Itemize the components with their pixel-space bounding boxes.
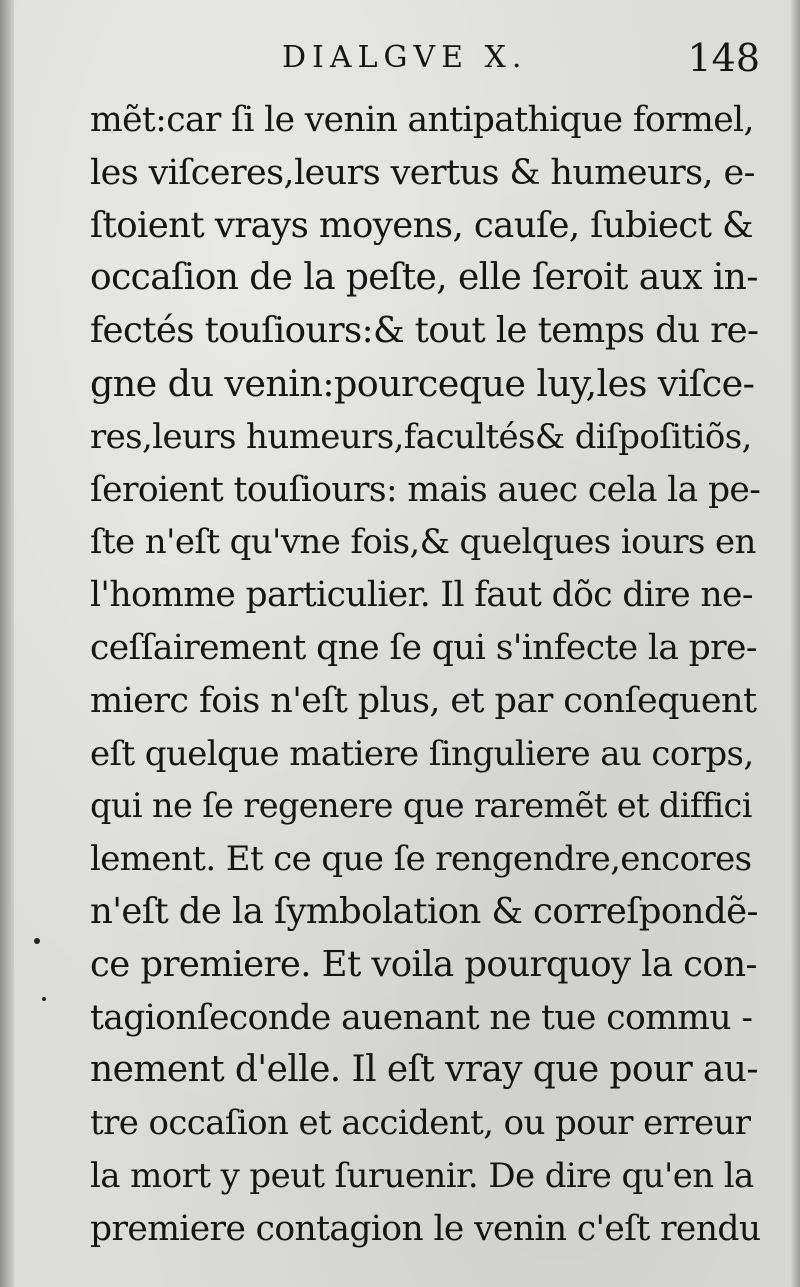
text-line: eſt quelque matiere ſinguliere au corps, bbox=[90, 733, 754, 774]
text-line: res,leurs humeurs,facultés& diſpoſitiõs, bbox=[90, 416, 752, 457]
text-line: premiere contagion le venin c'eſt rendu bbox=[90, 1208, 760, 1249]
text-line: qui ne ſe regenere que raremẽt et diffici bbox=[90, 786, 752, 826]
page-edge-shadow bbox=[790, 0, 800, 1287]
margin-mark bbox=[34, 938, 40, 944]
text-line: n'eſt de la ſymbolation & correſpondẽ- bbox=[90, 890, 758, 932]
text-line: gne du venin:pourceque luy,les viſce- bbox=[90, 361, 755, 405]
body-text bbox=[90, 94, 760, 1256]
text-line: ceſſairement qne ſe qui s'infecte la pre- bbox=[90, 627, 757, 668]
text-line: la mort y peut ſuruenir. De dire qu'en la bbox=[90, 1155, 754, 1196]
text-line: lement. Et ce que ſe rengendre,encores bbox=[90, 839, 752, 880]
text-line: les viſceres,leurs vertus & humeurs, e- bbox=[90, 152, 755, 193]
text-line: occaſion de la peſte, elle ſeroit aux in- bbox=[90, 257, 758, 299]
text-line: l'homme particulier. Il faut dõc dire ne- bbox=[90, 575, 753, 616]
text-line: tagionſeconde auenant ne tue commu - bbox=[90, 997, 753, 1038]
margin-mark bbox=[42, 997, 46, 1001]
text-line: tre occaſion et accident, ou pour erreur bbox=[90, 1103, 751, 1144]
text-line: mierc fois n'eſt plus, et par conſequent bbox=[90, 680, 757, 721]
text-line: ſeroient touſiours: mais auec cela la pe- bbox=[90, 469, 760, 510]
running-title: DIALGVE X. bbox=[282, 40, 528, 75]
text-line: nement d'elle. Il eſt vray que pour au- bbox=[90, 1049, 758, 1091]
page-number: 148 bbox=[687, 36, 760, 80]
page-gutter-shadow bbox=[0, 0, 14, 1287]
text-line: fectés touſiours:& tout le temps du re- bbox=[90, 310, 759, 352]
text-line: ſte n'eſt qu'vne fois,& quelques iours en bbox=[90, 522, 756, 563]
text-line: ſtoient vrays moyens, cauſe, ſubiect & bbox=[90, 204, 754, 246]
page-header bbox=[92, 36, 760, 96]
text-line: ce premiere. Et voila pourquoy la con- bbox=[90, 943, 757, 985]
text-line: mẽt:car ſi le venin antipathique formel, bbox=[90, 100, 754, 140]
